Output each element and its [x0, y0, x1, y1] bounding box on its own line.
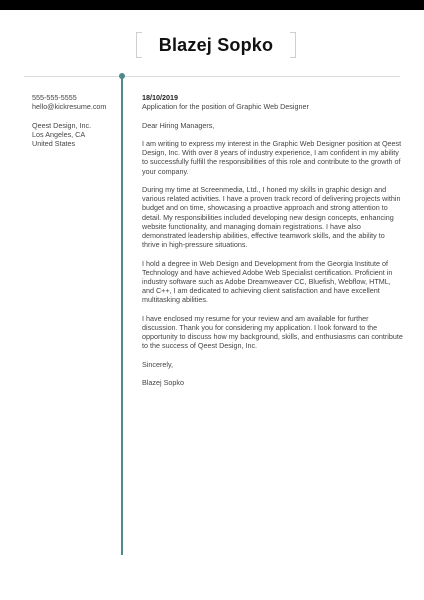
contact-info: [32, 93, 116, 148]
phone-number: 555-555-5555: [32, 93, 77, 102]
top-bar: [0, 0, 424, 10]
letter-closing: Sincerely,: [142, 359, 174, 369]
letter-greeting: Dear Hiring Managers,: [142, 120, 215, 130]
recipient-country: United States: [32, 139, 76, 148]
email-address: hello@kickresume.com: [32, 102, 107, 112]
letter-date: 18/10/2019: [142, 93, 178, 102]
letter-signature: Blazej Sopko: [142, 378, 184, 388]
divider-dot: [119, 73, 125, 79]
right-bracket-decoration: [290, 32, 296, 58]
paragraph-2: During my time at Screenmedia, Ltd., I honed my skills in graphic design and various related activities. I have a proven track record of delivering projects within budget and on time, showcasing a proactive approach and strong attention to detail. My responsibilities included developing new design concepts, enhancing website functionality, and managing domain registrations. I have also demonstrated leadership abilities, effective teamwork skills, and the ability to thrive in high-pressure situations.: [142, 184, 401, 250]
name-header: [136, 32, 296, 58]
horizontal-divider: [24, 76, 400, 77]
applicant-name: Blazej Sopko: [158, 35, 274, 55]
vertical-divider: [121, 77, 123, 555]
letter-body: [142, 93, 404, 397]
paragraph-1: I am writing to express my interest in the Graphic Web Designer position at Qeest Design, Inc. With over 8 years of industry experience, I am confident in my ability to successfully fulfill the responsibilities of this role and contribute to the growth of your company.: [142, 138, 402, 176]
letter-subject: Application for the position of Graphic Web Designer: [142, 102, 309, 112]
paragraph-3: I hold a degree in Web Design and Development from the Georgia Institute of Technology and have achieved Adobe Web Specialist certification. Proficient in industry software such as Adobe Dreamweaver CC, Bluefish, Webflow, HTML, and C++, I am dedicated to achieving client satisfaction and have excellent multitasking abilities.: [142, 258, 393, 305]
recipient-city: Los Angeles, CA: [32, 129, 86, 139]
paragraph-4: I have enclosed my resume for your review and am available for further discussion. Thank you for considering my application. I look forward to the opportunity to discuss how my background, skills, and enthusiasms can contribute to the success of Qeest Design, Inc.: [142, 313, 403, 351]
recipient-company: Qeest Design, Inc.: [32, 120, 92, 130]
